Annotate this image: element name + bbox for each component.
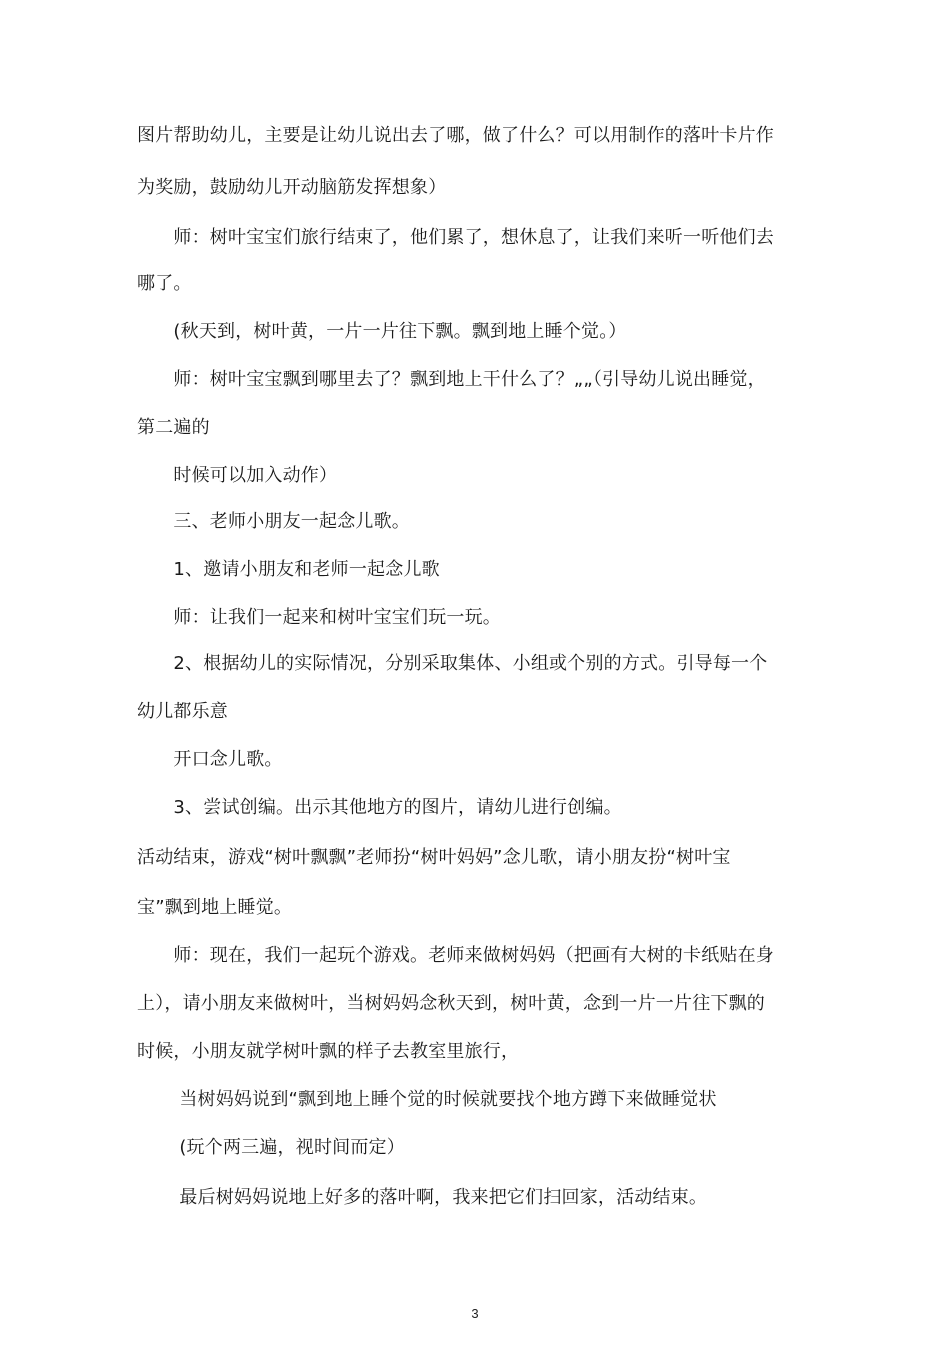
text-line: 最后树妈妈说地上好多的落叶啊，我来把它们扫回家，活动结束。: [137, 1187, 708, 1208]
text-line: 师：让我们一起来和树叶宝宝们玩一玩。: [137, 607, 501, 628]
text-line: (秋天到，树叶黄，一片一片往下飘。飘到地上睡个觉。）: [137, 321, 627, 342]
text-line: (玩个两三遍，视时间而定）: [137, 1137, 405, 1158]
text-line: 2、根据幼儿的实际情况，分别采取集体、小组或个别的方式。引导每一个: [137, 653, 768, 674]
text-line: 开口念儿歌。: [137, 749, 283, 770]
text-line: 师：现在，我们一起玩个游戏。老师来做树妈妈（把画有大树的卡纸贴在身: [137, 945, 774, 966]
text-line: 图片帮助幼儿，主要是让幼儿说出去了哪，做了什么？可以用制作的落叶卡片作: [137, 125, 774, 146]
text-line: 师：树叶宝宝们旅行结束了，他们累了，想休息了，让我们来听一听他们去: [137, 227, 774, 248]
text-line: 为奖励，鼓励幼儿开动脑筋发挥想象）: [137, 177, 447, 198]
text-line: 上），请小朋友来做树叶，当树妈妈念秋天到，树叶黄，念到一片一片往下飘的: [137, 993, 765, 1014]
text-line: 第二遍的: [137, 417, 210, 438]
text-line: 哪了。: [137, 273, 192, 294]
page-number: 3: [471, 1306, 479, 1321]
text-line: 三、老师小朋友一起念儿歌。: [137, 511, 410, 532]
text-line: 当树妈妈说到“飘到地上睡个觉的时候就要找个地方蹲下来做睡觉状: [137, 1089, 717, 1110]
text-line: 宝”飘到地上睡觉。: [137, 897, 293, 918]
text-line: 时候，小朋友就学树叶飘的样子去教室里旅行，: [137, 1041, 520, 1062]
text-line: 时候可以加入动作）: [137, 465, 338, 486]
text-line: 3、尝试创编。出示其他地方的图片，请幼儿进行创编。: [137, 797, 622, 818]
text-line: 1、邀请小朋友和老师一起念儿歌: [137, 559, 440, 580]
text-line: 幼儿都乐意: [137, 701, 228, 722]
text-line: 师：树叶宝宝飘到哪里去了？飘到地上干什么了？„„（引导幼儿说出睡觉，: [137, 369, 766, 390]
text-line: 活动结束，游戏“树叶飘飘”老师扮“树叶妈妈”念儿歌，请小朋友扮“树叶宝: [137, 847, 731, 868]
